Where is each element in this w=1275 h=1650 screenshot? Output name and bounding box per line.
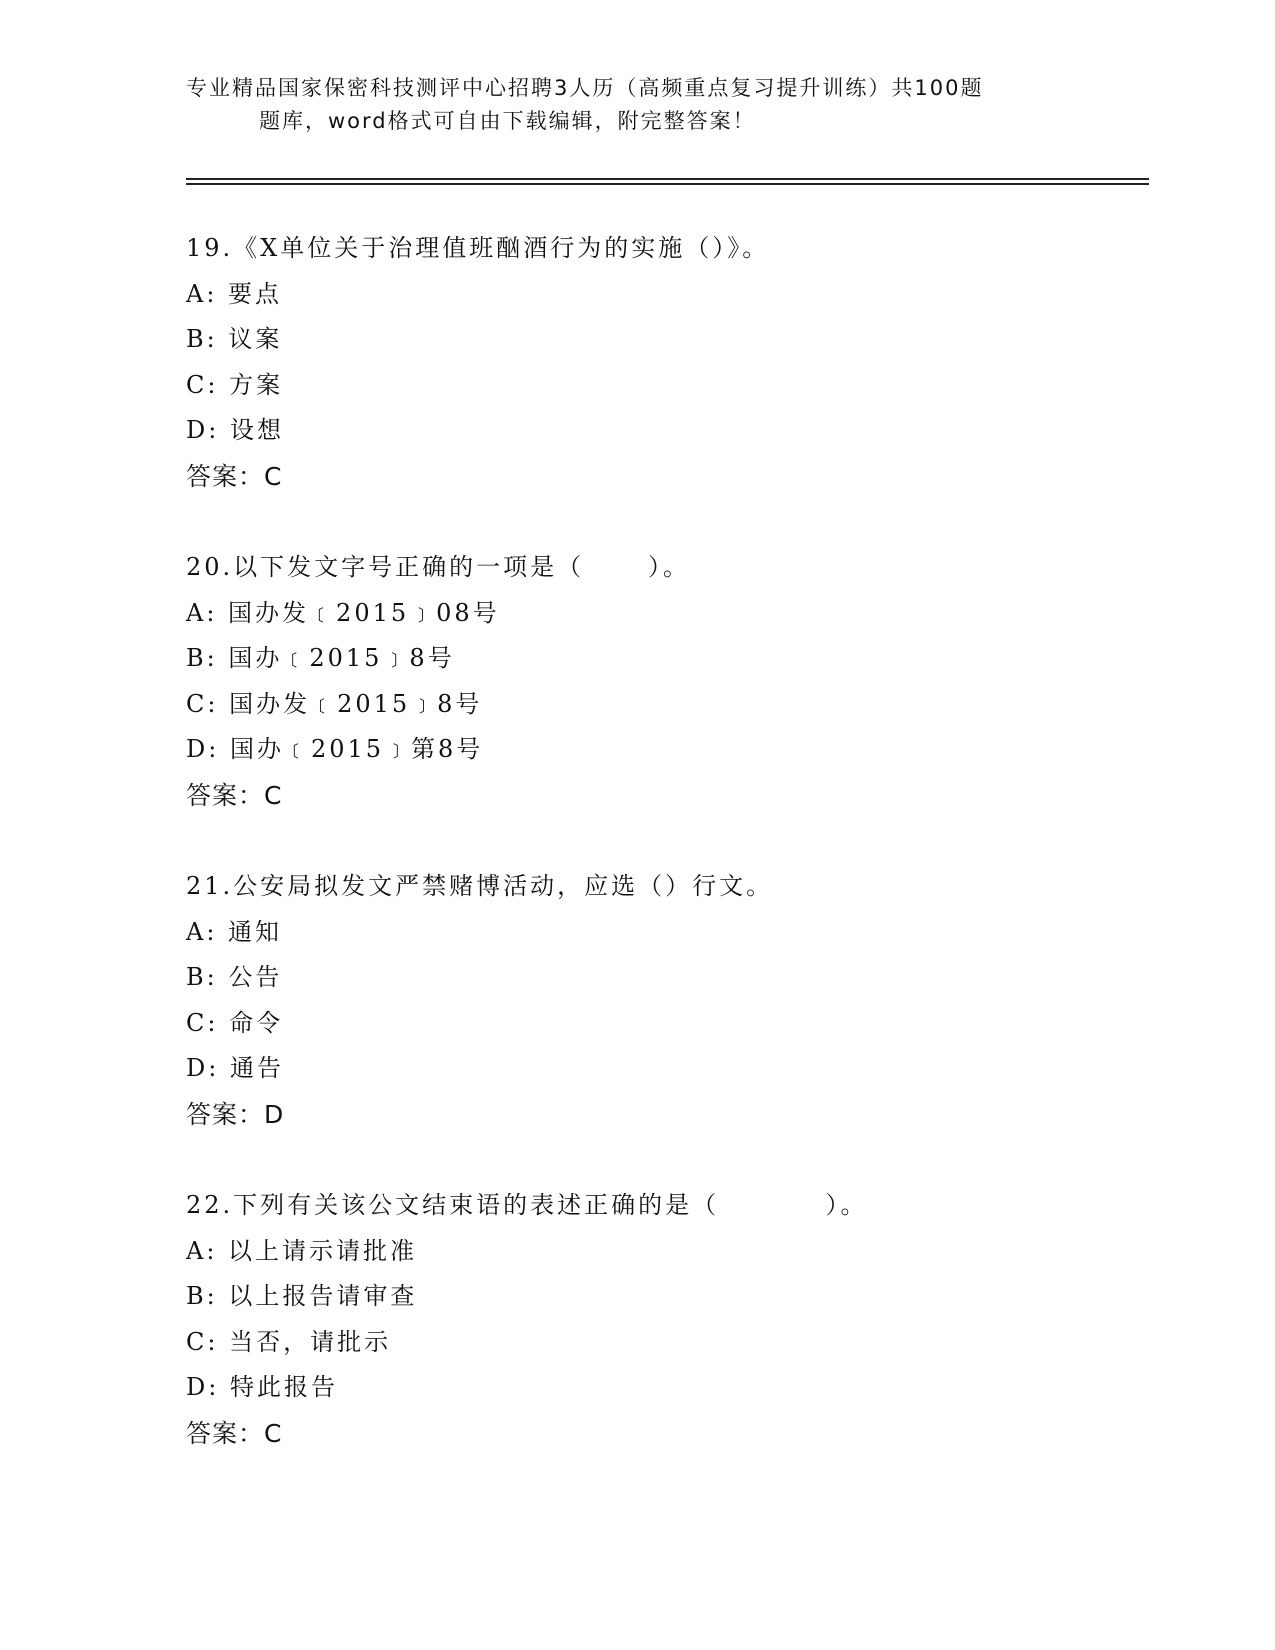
option-b: B: 议案	[186, 325, 283, 353]
question-block	[186, 864, 1146, 1137]
question-stem: 19.《X单位关于治理值班酗酒行为的实施（）》。	[186, 234, 770, 262]
question-block	[186, 1183, 1146, 1456]
option-c: C: 命令	[186, 1008, 284, 1037]
option-b: B: 国办﹝2015﹞8号	[186, 644, 455, 672]
answer-label: 答案：C	[186, 780, 283, 810]
header-divider-bottom	[186, 183, 1149, 185]
question-stem: 21.公安局拟发文严禁赌博活动，应选（）行文。	[186, 872, 774, 900]
header-title-line-2: 题库，word格式可自由下载编辑，附完整答案！	[259, 109, 756, 133]
option-b: B: 公告	[186, 963, 283, 991]
question-block	[186, 226, 1146, 499]
answer-label: 答案：C	[186, 1418, 283, 1448]
option-c: C: 国办发﹝2015﹞8号	[186, 689, 483, 718]
header-title-line-1: 专业精品国家保密科技测评中心招聘3人历（高频重点复习提升训练）共100题	[186, 76, 984, 100]
option-a: A: 国办发﹝2015﹞08号	[186, 598, 500, 627]
option-d: D: 设想	[186, 416, 284, 444]
option-a: A: 要点	[186, 279, 283, 308]
option-d: D: 特此报告	[186, 1373, 338, 1401]
option-c: C: 当否，请批示	[186, 1327, 392, 1356]
document-header	[186, 72, 1086, 138]
question-block	[186, 545, 1146, 818]
option-a: A: 以上请示请批准	[186, 1236, 418, 1265]
question-stem: 22.下列有关该公文结束语的表述正确的是（ ）。	[186, 1191, 868, 1219]
question-stem: 20.以下发文字号正确的一项是（ ）。	[186, 553, 690, 581]
option-a: A: 通知	[186, 917, 283, 946]
answer-label: 答案：C	[186, 461, 283, 491]
answer-label: 答案：D	[186, 1099, 285, 1129]
option-b: B: 以上报告请审查	[186, 1282, 418, 1310]
option-c: C: 方案	[186, 370, 284, 399]
option-d: D: 国办﹝2015﹞第8号	[186, 735, 484, 763]
option-d: D: 通告	[186, 1054, 284, 1082]
header-divider-top	[186, 178, 1149, 180]
